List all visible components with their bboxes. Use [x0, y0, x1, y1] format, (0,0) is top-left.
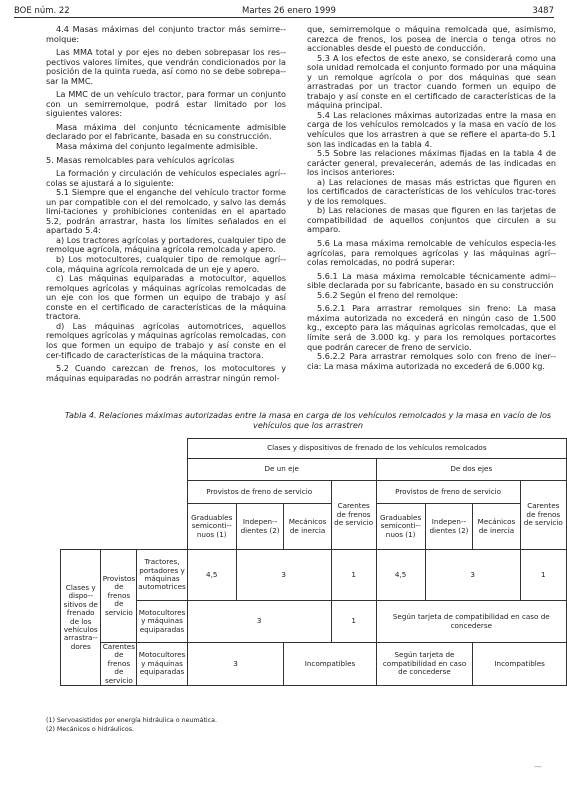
left-column-paragraph: 5.2 Cuando carezcan de frenos, los motocultores y máquinas equiparadas no podrán arrastrar ningún remol-: [46, 363, 286, 383]
left-column-paragraph: c) Las máquinas equiparadas a motocultor, aquellos remolques agrícolas y máquinas agrícolas remolcadas de un eje con los que formen un equipo de trabajo y así conste en el certificado de características de la máquina tractora.: [46, 273, 286, 322]
cell-value: 1: [520, 550, 566, 601]
left-column-paragraph: b) Los motocultores, cualquier tipo de remolque agrí-cola, máquina agrícola remolcada de un eje y apero.: [46, 254, 286, 274]
header-carentes-un-eje: Carentes de frenos de servicio: [331, 481, 376, 550]
left-column-paragraph: a) Los tractores agrícolas y portadores, cualquier tipo de remolque agrícola, máquina agrícola remolcada y apero.: [46, 234, 286, 255]
cell-incompatibles: Incompatibles: [284, 643, 376, 686]
right-column-paragraph: b) Las relaciones de masas que figuren en las tarjetas de compatibilidad de aquellos conjuntos que circulen a su amparo.: [307, 205, 556, 235]
header-un-eje: De un eje: [187, 459, 376, 481]
right-column-paragraph: 5.6.2.1 Para arrastrar remolques sin freno: La masa máxima autorizada no excederá en ningún caso de 1.500 kg., excepto para las máquinas agrícolas remolcadas, que el límite será de 3.000 kg. y para los remolques portacortes que podrán carecer de freno de servicio.: [307, 303, 556, 352]
cell-value: 1: [331, 601, 376, 643]
right-column-paragraph: a) Las relaciones de masas más estrictas que figuren en los certificados de características de los vehículos trac-tores y de los remolques.: [307, 176, 556, 206]
table-4: [60, 438, 567, 686]
cell-incompatibles: Incompatibles: [473, 643, 567, 686]
cell-segun-tarjeta: Según tarjeta de compatibilidad en caso de concederse: [376, 643, 473, 686]
table-top-header: Clases y dispositivos de frenado de los vehículos remolcados: [187, 439, 566, 459]
header-carentes-dos-ejes: Carentes de frenos de servicio: [520, 481, 566, 550]
right-column-paragraph: 5.6.2.2 Para arrastrar remolques solo con freno de iner-cia: La masa máxima autorizada no excederá de 6.000 kg.: [307, 351, 556, 371]
header-independientes: Indepen-dientes (2): [236, 504, 284, 550]
cell-value: 3: [236, 550, 331, 601]
header-graduables: Graduables semiconti-nuos (1): [187, 504, 236, 550]
header-mecanicos: Mecánicos de inercia: [284, 504, 331, 550]
right-column: [307, 25, 556, 371]
left-column-paragraph: Las MMA total y por ejes no deben sobrepasar los res-pectivos valores límites, que vendrán condicionados por la posición de la quinta rueda, así como no se debe sobrepa-sar la MMC.: [46, 47, 286, 86]
left-column-paragraph: 4.4 Masas máximas del conjunto tractor más semirre-molque:: [46, 24, 286, 44]
row-carentes-label: Carentes de frenos de servicio: [102, 642, 135, 685]
row-tractores-label: Tractores, portadores y máquinas automotrices: [137, 550, 187, 601]
row-motocultores-label: Motocultores y máquinas equiparadas: [137, 643, 187, 686]
cell-value: 3: [425, 550, 520, 601]
left-column-paragraph: Masa máxima del conjunto técnicamente admisible declarado por el fabricante, basada en su construcción.: [46, 121, 286, 142]
left-column-paragraph: La MMC de un vehículo tractor, para formar un conjunto con un semirremolque, podrá estar limitado por los siguientes valores:: [46, 89, 286, 119]
cell-value: 3: [187, 643, 284, 686]
header-rule: [14, 17, 554, 18]
journal-issue: BOE núm. 22: [14, 6, 70, 16]
footnote-2: (2) Mecánicos o hidráulicos.: [46, 726, 135, 733]
page-number: 3487: [532, 6, 554, 16]
left-column-paragraph: 5.1 Siempre que el enganche del vehículo tractor forme un par compatible con el del remolcado, y salvo las demás limi-taciones y prohibiciones contenidas en el apartado 5.2, podrán arrastrar, hasta los límites señalados en el apartado 5.4:: [46, 187, 286, 236]
right-column-paragraph: 5.6.1 La masa máxima remolcable técnicamente admi-sible declarada por su fabricante, basado en su construcción: [307, 270, 556, 291]
header-independientes: Indepen-dientes (2): [425, 504, 473, 550]
right-column-paragraph: 5.6 La masa máxima remolcable de vehículos especia-les agrícolas, para remolques agrícolas y las máquinas agrí-colas remolcadas, no podrá superar:: [307, 238, 556, 268]
right-column-paragraph: 5.4 Las relaciones máximas autorizadas entre la masa en carga de los vehículos remolcados y la masa en vacío de los vehículos que los arrastren a que se refiere el aparta-do 5.1 son las indicadas en la tabla 4.: [307, 109, 556, 149]
right-column-paragraph: 5.6.2 Según el freno del remolque:: [317, 289, 458, 300]
right-column-paragraph: 5.5 Sobre las relaciones máximas fijadas en la tabla 4 de carácter general, prevalecerán, además de las indicadas en los incisos anteriores:: [307, 148, 556, 178]
cell-value: 1: [331, 550, 376, 601]
cell-value: 4,5: [187, 550, 236, 601]
cell-value: 3: [187, 601, 331, 643]
row-group-label: Clases y dispo-sitivos de frenado de los vehículos arrastra-dores: [61, 550, 101, 686]
cell-value: 4,5: [376, 550, 425, 601]
table-caption: Tabla 4. Relaciones máximas autorizadas entre la masa en carga de los vehículos remolcados y la masa en vacío de los vehículos que los arrastren: [64, 410, 552, 430]
row-motocultores-label: Motocultores y máquinas equiparadas: [137, 601, 187, 643]
left-column-paragraph: d) Las máquinas agrícolas automotrices, aquellos remolques agrícolas y máquinas agrícolas remolcadas, con los que formen un equipo de trabajo y así conste en el cer-tificado de características de la máquina tractora.: [46, 320, 286, 360]
publication-date: Martes 26 enero 1999: [242, 6, 336, 16]
header-graduables: Graduables semiconti-nuos (1): [376, 504, 425, 550]
cell-segun-tarjeta: Según tarjeta de compatibilidad en caso de concederse: [376, 601, 566, 643]
header-dos-ejes: De dos ejes: [376, 459, 566, 481]
header-mecanicos: Mecánicos de inercia: [473, 504, 520, 550]
left-column-paragraph: 5. Masas remolcables para vehículos agrícolas: [46, 154, 235, 165]
right-column-paragraph: 5.3 A los efectos de este anexo, se considerará como una sola unidad remolcada el conjunto formado por una máquina y un remolque agrícola o por dos máquinas que sean arrastradas por un tractor cuando formen un equipo de trabajo y así conste en el certificado de características de la máquina principal.: [307, 52, 556, 111]
left-column: [46, 25, 286, 383]
footnote-1: (1) Servoasistidos por energía hidráulica o neumática.: [46, 717, 217, 724]
right-column-paragraph: que, semirremolque o máquina remolcada que, asimismo, carezca de frenos, los posea de inercia o tenga otros no accionables desde el puesto de conducción.: [307, 24, 556, 54]
left-column-paragraph: La formación y circulación de vehículos especiales agrí-colas se ajustará a lo siguiente:: [46, 168, 286, 188]
header-provistos-dos-ejes: Provistos de freno de servicio: [376, 481, 520, 504]
header-provistos-un-eje: Provistos de freno de servicio: [187, 481, 331, 504]
left-column-paragraph: Masa máxima del conjunto legalmente admisible.: [56, 141, 258, 152]
corner-mark: —: [534, 762, 542, 771]
row-provistos-label: Provistos de frenos de servicio: [101, 550, 137, 643]
